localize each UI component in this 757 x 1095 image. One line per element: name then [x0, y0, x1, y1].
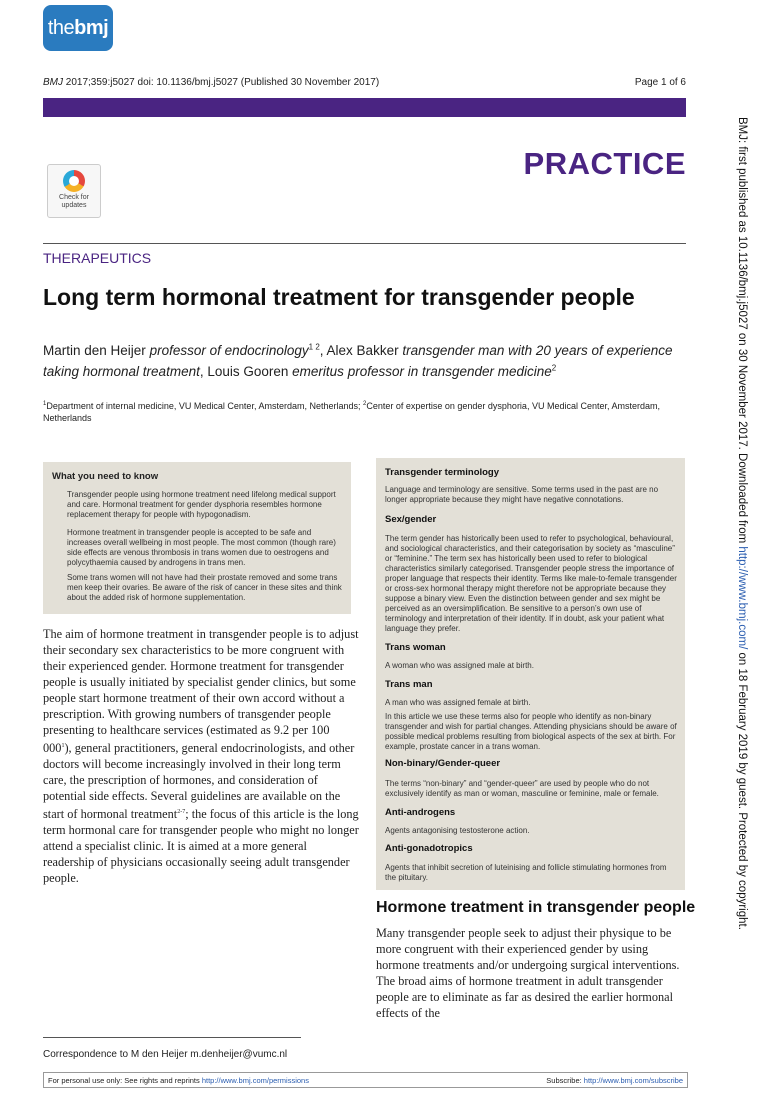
author-role: emeritus professor in transgender medicine [292, 364, 552, 379]
box-paragraph: Some trans women will not have had their prostate removed and some trans men keep their ovaries. Be aware of the risk of cancer in these sites and think about the added risk of hormone supplementation. [67, 573, 342, 602]
correspondence: Correspondence to M den Heijer m.denheijer@vumc.nl [43, 1049, 288, 1060]
check-updates-line2: updates [61, 202, 87, 209]
affil-sup: 2 [363, 401, 367, 407]
term-heading: Anti-gonadotropics [385, 843, 473, 854]
box-heading: What you need to know [52, 471, 159, 482]
term-heading: Anti-androgens [385, 807, 456, 818]
term-heading: Non-binary/Gender-queer [385, 758, 501, 769]
affiliations [43, 398, 683, 424]
section-banner: PRACTICE [523, 146, 686, 181]
author-list [43, 340, 683, 382]
footer-left-text: For personal use only: See rights and reprints [48, 1076, 202, 1085]
section-heading: Hormone treatment in transgender people [376, 899, 696, 916]
subscribe-link[interactable]: http://www.bmj.com/subscribe [583, 1076, 683, 1085]
box-heading: Transgender terminology [385, 467, 500, 478]
page-number: Page 1 of 6 [634, 77, 686, 88]
bmj-site-link[interactable]: http://www.bmj.com/ [736, 546, 748, 650]
box-paragraph: Hormone treatment in transgender people is accepted to be safe and increases overall wellbeing in most people. The most common (though rare) side effects are venous thrombosis in trans women due to oestrogens and polycythaemia caused by androgens in trans men. [67, 528, 336, 567]
page-footer [43, 1072, 688, 1088]
author-role: professor of endocrinology [149, 343, 309, 358]
author-role: transgender man with 20 years of experience taking hormonal treatment [43, 343, 673, 379]
author-name: Martin den Heijer [43, 343, 146, 358]
article-title: Long term hormonal treatment for transgender people [43, 284, 635, 310]
affil-sup: 1 [43, 401, 47, 407]
term-heading: Trans man [385, 679, 433, 690]
side-text: BMJ: first published as 10.1136/bmj.j5027 on 30 November 2017. Downloaded from [736, 117, 748, 547]
citation [43, 77, 379, 88]
article-section: THERAPEUTICS [43, 250, 152, 266]
citation-journal: BMJ [43, 77, 63, 88]
box-paragraph: Transgender people using hormone treatment need lifelong medical support and care. Hormonal treatment for gender dysphoria resembles hormone replacement therapy for people with hypogonadism. [67, 490, 336, 519]
footnote-divider [43, 1037, 301, 1038]
author-name: , Louis Gooren [199, 364, 289, 379]
author-name: , Alex Bakker [319, 343, 399, 358]
body-paragraph [43, 626, 359, 886]
footer-right-text: Subscribe: [546, 1076, 584, 1085]
body-paragraph-2: Many transgender people seek to adjust their physique to be more congruent with their experienced gender by using hormone treatments and/or undergoing surgical interventions. The broad aims of hormone treatment in adult transgender people are to eliminate as far as desired the earlier hormonal effects of the [376, 926, 680, 1020]
term-definition: A woman who was assigned male at birth. [385, 661, 534, 670]
side-watermark [733, 117, 753, 967]
term-heading: Sex/gender [385, 514, 437, 525]
affiliation-2: Center of expertise on gender dysphoria, VU Medical Center, Amsterdam, Netherlands [43, 401, 660, 423]
box-text: Language and terminology are sensitive. Some terms used in the past are no longer appropriate because they might have negative connotations. [385, 485, 659, 504]
term-definition: In this article we use these terms also for people who identify as non-binary transgender and wish for partial changes. Attending physicians should be aware of possible medical problems resulting from biological aspects of the sex at birth. For example, prostate cancer in a trans woman. [385, 712, 677, 751]
term-heading: Trans woman [385, 642, 446, 653]
divider [43, 243, 686, 244]
body-text: The aim of hormone treatment in transgender people is to adjust their secondary sex characteristics to be more congruent with their experienced gender. Hormone treatment for transgender people is usually initiated by specialist gender clinics, but some people start hormone treatment of their own accord without a prescription. With growing numbers of transgender people presenting to healthcare services (estimated as 9.2 per 100 000 [43, 627, 359, 756]
terminology-box [376, 458, 685, 890]
check-for-updates-button[interactable] [47, 164, 101, 218]
term-definition: Agents antagonising testosterone action. [385, 826, 530, 835]
author-sup: 1 2 [308, 342, 320, 352]
author-sup: 2 [551, 363, 557, 373]
check-updates-line1: Check for [59, 194, 89, 201]
term-definition: Agents that inhibit secretion of luteinising and follicle stimulating hormones from the pituitary. [385, 863, 667, 882]
header-bar [43, 98, 686, 117]
logo-the: the [47, 16, 75, 39]
permissions-link[interactable]: http://www.bmj.com/permissions [201, 1076, 309, 1085]
bmj-logo[interactable] [43, 5, 113, 51]
crossmark-icon [63, 170, 85, 192]
logo-bmj: bmj [74, 16, 109, 39]
body-text: ; the focus of this article is the long term hormonal care for transgender people who might no longer attend a specialist clinic. It is aimed at a more general readership of physicians occasionally seeing adult transgender people. [43, 807, 359, 886]
body-text: ), general practitioners, general endocrinologists, and other doctors will become increasingly involved in their long term care, the prescription of hormones, and consideration of potential side effects. Several guidelines are available on the start of hormonal treatment [43, 741, 355, 822]
term-definition: A man who was assigned female at birth. [385, 698, 531, 707]
citation-details: 2017;359:j5027 doi: 10.1136/bmj.j5027 (Published 30 November 2017) [63, 77, 380, 88]
reference-sup[interactable]: 1 [61, 743, 65, 749]
reference-sup[interactable]: 2-7 [177, 809, 186, 816]
side-text: on 18 February 2019 by guest. Protected by copyright. [736, 649, 748, 930]
term-definition: The terms “non-binary” and “gender-queer” are used by people who do not exclusively identify as man or woman, masculine or feminine, male or female. [385, 779, 659, 798]
what-you-need-to-know-box [43, 462, 351, 614]
term-definition: The term gender has historically been used to refer to psychological, behavioural, and sociological characteristics, and their categorisation by society as “masculine” or “feminine.” The term sex has historically been used to refer to biological characteristics similarly categorised. Transgender people stress the importance of proper language that respects their identity. Terms like male-to-female transgender or cross-sex hormonal therapy might therefore not be appropriate because they suppose a binary view. Even the distinction between gender and sex might be perceived as an oversimplification. Be sensitive to a person’s own use of terminology and interpretation of their identity. If in doubt, ask your patient what language they prefer. [385, 534, 677, 633]
affiliation-1: Department of internal medicine, VU Medical Center, Amsterdam, Netherlands; [46, 401, 363, 411]
